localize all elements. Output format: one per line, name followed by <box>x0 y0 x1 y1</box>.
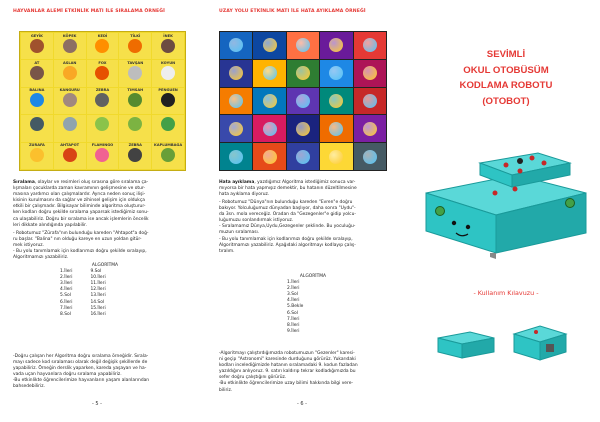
text-line: - Bu yolu tanımlamak için kodlarımızı doğru şekilde sıralayıp, <box>219 236 353 242</box>
text-span: masına yardımcı olan çalışmalardır. Ayrıca neden sonuç ilişi- <box>13 192 146 198</box>
text-line: sefer doğru çalıştığını görürüz. <box>219 375 287 381</box>
debugging-note-text <box>219 351 404 394</box>
animal-picture <box>63 66 77 80</box>
animal-cell <box>54 33 86 59</box>
algorithm-step: 1.İleri <box>60 269 73 275</box>
text-line: bakıyor. Yolculuğumuz dünyadan başlıyor, daha sonra "Uydu"- <box>219 206 356 212</box>
robot-part-left <box>436 326 496 362</box>
animal-picture <box>161 93 175 107</box>
page-6-heading: UZAY YOLU ETKİNLİK MATI İLE HATA AYIKLAMA ÖRNEĞİ <box>219 9 366 14</box>
algorithm-block-6 <box>283 274 343 335</box>
algorithm-step: 10.İleri <box>90 275 106 281</box>
text-line: - Bu yolu tanımlamak için kodlarımızı doğru şekilde sıralayıp, <box>13 249 147 255</box>
text-line: - Robotumuz "Zürafa"nın bulunduğu kareden "Ahtapot"a doğ- <box>13 231 149 236</box>
text-line: Algoritmamızı yazabiliriz. <box>13 255 69 261</box>
text-line: Algoritmamızı yazabiliriz. Aşağıdaki algoritmayı kodlayıp çalış- <box>219 242 356 248</box>
space-picture <box>363 38 377 52</box>
animal-picture <box>63 39 77 53</box>
algorithm-column-2 <box>90 269 105 318</box>
space-cell <box>220 88 252 115</box>
text-span: ca ulaşabiliriz. Doğru bir sıralama ise ancak işlemlerin öncelik <box>13 216 149 222</box>
animal-label: TİMSAH <box>127 88 144 93</box>
space-picture <box>296 94 310 108</box>
cover-title-line: SEVİMLİ <box>486 49 526 60</box>
animal-label: GEYİK <box>30 33 43 38</box>
space-picture <box>263 150 277 164</box>
animal-label: KANGURU <box>59 88 80 93</box>
animal-cell <box>54 115 86 141</box>
algorithm-step: 9.Sol <box>90 269 102 275</box>
animal-picture <box>63 117 77 131</box>
animal-picture <box>30 93 44 107</box>
text-span: , olaylar ve resimleri oluş sırasına göre sıralama ça- <box>34 180 149 185</box>
space-picture <box>229 66 243 80</box>
text-line: biliriz. <box>219 387 233 393</box>
space-picture <box>296 66 310 80</box>
algorithm-step: 16.İleri <box>90 311 106 317</box>
algorithm-step: 4.İleri <box>60 287 73 293</box>
algorithm-step: 8.Sol <box>60 311 71 317</box>
cover-title-line: KODLAMA ROBOTU <box>459 80 553 91</box>
animal-cell <box>21 60 53 86</box>
animal-cell <box>152 143 184 169</box>
animal-cell <box>119 115 151 141</box>
space-picture <box>329 38 343 52</box>
space-picture <box>329 94 343 108</box>
text-span: leri dikkate alındığında yapılabilir. <box>13 222 87 228</box>
animal-cell <box>54 143 86 169</box>
animal-picture <box>128 93 142 107</box>
animal-label: KOYUN <box>161 60 176 65</box>
text-line: mayı sadece kod sıralaması olarak değil değişik şekillerde de <box>13 360 148 366</box>
space-cell <box>354 60 386 87</box>
animal-cell <box>152 88 184 114</box>
animal-picture <box>63 148 77 162</box>
animal-label: ASLAN <box>62 60 77 65</box>
text-line: bahsedebiliriz. <box>13 384 45 390</box>
animal-picture <box>30 66 44 80</box>
space-picture <box>329 122 343 136</box>
algorithm-step: 5.Sol <box>60 293 71 299</box>
space-cell <box>220 143 252 170</box>
cover-subtitle: - Kullanım Kılavuzu - <box>473 289 539 297</box>
animal-label: ZEBRA <box>128 143 142 148</box>
space-picture <box>229 38 243 52</box>
animal-picture <box>95 66 109 80</box>
animal-label: TAVŞAN <box>127 60 144 65</box>
animal-cell <box>21 115 53 141</box>
space-cell <box>320 32 352 59</box>
space-picture <box>329 150 343 164</box>
algorithm-step: 7.İleri <box>287 316 300 322</box>
space-cell <box>253 32 285 59</box>
animal-picture <box>30 39 44 53</box>
algorithm-step: 7.İleri <box>60 305 73 311</box>
space-cell <box>354 88 386 115</box>
animal-picture <box>95 93 109 107</box>
algorithm-step: 8.İleri <box>287 322 300 328</box>
debugging-task-text <box>219 200 404 255</box>
algorithm-step: 9.İleri <box>287 328 300 334</box>
animal-cell <box>87 88 119 114</box>
space-cell <box>287 143 319 170</box>
algorithm-step: 2.İleri <box>287 286 300 292</box>
animal-picture <box>161 117 175 131</box>
space-cell <box>320 115 352 142</box>
space-picture <box>363 150 377 164</box>
animal-cell <box>54 60 86 86</box>
term-bold: Hata ayıklama <box>219 180 255 185</box>
animal-cell <box>119 33 151 59</box>
text-span: hata ayıklama diyoruz. <box>219 192 270 198</box>
text-line: kodları incelediğimizde hatanın sıralamadaki 9. kodun fazladan <box>219 363 358 369</box>
space-cell <box>287 115 319 142</box>
animal-label: KEDİ <box>97 33 108 38</box>
space-picture <box>296 150 310 164</box>
animal-cell <box>21 33 53 59</box>
algorithm-step: 5.Bekle <box>287 304 304 310</box>
space-cell <box>253 60 285 87</box>
text-line: muzun sıralaması. <box>219 230 260 236</box>
algorithm-step: 3.Sol <box>287 292 298 298</box>
text-span: etkili bir çalışmadır. Bilgisayar biliminde algoritma oluşturur- <box>13 204 146 210</box>
animal-picture <box>63 93 77 107</box>
cover-title <box>412 47 600 109</box>
text-span: lışmaları çocuklarda zaman kavramının gelişmesine ve otur- <box>13 186 146 192</box>
animal-label: KÖPEK <box>62 33 77 38</box>
animal-cell <box>87 60 119 86</box>
space-cell <box>354 143 386 170</box>
space-cell <box>287 88 319 115</box>
algorithm-column-1 <box>60 269 72 318</box>
animal-label: FLAMİNGO <box>91 143 114 148</box>
algorithm-step: 13.İleri <box>90 293 106 299</box>
animal-label: TİLKİ <box>130 33 141 38</box>
animal-label: BALİNA <box>29 88 45 93</box>
space-cell <box>320 143 352 170</box>
animal-label: KAPLUMBAĞA <box>154 143 183 148</box>
algorithm-step: 15.İleri <box>90 305 106 311</box>
page-number-5: - 5 - <box>92 401 102 407</box>
space-cell <box>220 115 252 142</box>
text-line: - Robotumuz "Dünya"nın bulunduğu kareden "Evren"e doğru <box>219 200 353 205</box>
animal-picture <box>30 148 44 162</box>
sequencing-task-text <box>13 231 193 261</box>
space-cell <box>220 32 252 59</box>
text-span: ken kodları doğru şekilde sıralama yaparsak istediğimiz sonu- <box>13 210 149 216</box>
animal-picture <box>161 148 175 162</box>
animal-label: FOX <box>98 60 107 65</box>
text-line <box>13 223 193 229</box>
text-line: yazıldığını anlıyoruz. 9. satırı kaldırıp tekrar kodladığımızda bu <box>219 369 356 375</box>
algorithm-title: ALGORİTMA <box>299 274 327 279</box>
algorithm-step: 14.Sol <box>90 299 105 305</box>
robot-image <box>420 135 598 260</box>
space-picture <box>363 94 377 108</box>
algorithm-step: 6.Sol <box>287 310 298 316</box>
algorithm-step: 3.İleri <box>60 281 73 287</box>
animal-cell <box>21 88 53 114</box>
animal-cell <box>119 143 151 169</box>
text-line: ni geçip "Astronomi" karesinde durduğunu görürüz. Yukarıdaki <box>219 357 356 363</box>
algorithm-step: 1.İleri <box>287 280 300 286</box>
space-cell <box>320 88 352 115</box>
animal-cell <box>152 33 184 59</box>
algorithm-step: 4.İleri <box>287 298 300 304</box>
animal-cell <box>87 33 119 59</box>
space-cell <box>253 115 285 142</box>
text-line: yapabiliriz. Örneğin derslik yaparken, kareda yaşayan ve ha- <box>13 366 147 372</box>
animal-picture <box>95 148 109 162</box>
space-cell <box>253 143 285 170</box>
animal-cell <box>152 60 184 86</box>
animal-picture <box>128 66 142 80</box>
space-cell <box>253 88 285 115</box>
animal-picture <box>128 117 142 131</box>
space-activity-mat <box>219 31 387 171</box>
animal-label: ZÜRAFA <box>28 143 45 148</box>
animal-cell <box>21 143 53 169</box>
space-cell <box>220 60 252 87</box>
animal-picture <box>30 117 44 131</box>
animal-label: PENGUEN <box>158 88 178 93</box>
text-span: kisinin kurulmasını da sağlar ve zihinsel gelişim için oldukça <box>13 198 145 204</box>
space-picture <box>296 38 310 52</box>
animal-picture <box>128 148 142 162</box>
animal-picture <box>128 39 142 53</box>
text-line: tıralım. <box>219 248 235 254</box>
algorithm-step: 12.İleri <box>90 287 106 293</box>
sequencing-intro-text <box>13 180 193 229</box>
space-picture <box>229 94 243 108</box>
text-line: - Sıralamamız Dünya,Uydu,Gezegenler şeklinde. Bu yoculuğu- <box>219 224 356 230</box>
text-line: -Bu etkinlikte öğrencilerimize uzay bilimi hakkında bilgi vere- <box>219 381 353 387</box>
animal-label: AHTAPOT <box>60 143 80 148</box>
algorithm-column-1 <box>283 280 343 335</box>
space-cell <box>354 115 386 142</box>
page-number-6: - 6 - <box>297 401 307 407</box>
space-cell <box>287 32 319 59</box>
space-cell <box>287 60 319 87</box>
space-picture <box>263 38 277 52</box>
algorithm-step: 11.İleri <box>90 281 106 287</box>
space-picture <box>229 122 243 136</box>
animal-cell <box>87 143 119 169</box>
space-cell <box>320 60 352 87</box>
animal-picture <box>161 39 175 53</box>
space-picture <box>296 122 310 136</box>
space-picture <box>263 66 277 80</box>
animal-picture <box>95 117 109 131</box>
text-line: -Bu etkinlikte öğrencilerimize hayvanların yaşam alanlarından <box>13 378 150 384</box>
animal-label: ZEBRA <box>95 88 110 93</box>
animal-cell <box>87 115 119 141</box>
algorithm-step: 2.İleri <box>60 275 73 281</box>
cover-title-line: (OTOBOT) <box>482 95 530 107</box>
space-picture <box>229 150 243 164</box>
space-picture <box>263 94 277 108</box>
space-picture <box>363 66 377 80</box>
page-5-heading: HAYVANLAR ALEMİ ETKİNLİK MATI İLE SIRALAMA ÖRNEĞİ <box>13 9 165 14</box>
algorithm-step: 6.İleri <box>60 299 73 305</box>
text-line: da 3sn. mola vereceğiz. Oradan da "Gezegenler"e gidip yolcu- <box>219 212 356 218</box>
text-line: -Algoritmayı çalıştırdığımızda robotumuzun "Gezenler" karesi- <box>219 351 355 356</box>
animal-label: İNEK <box>163 33 173 38</box>
sequencing-note-text <box>13 354 193 391</box>
space-picture <box>263 122 277 136</box>
robot-part-right <box>512 320 568 362</box>
text-line: -Doğru çalışan her Algoritma doğru sıralama örneğidir. Sırala- <box>13 354 149 359</box>
animal-cell <box>119 88 151 114</box>
animals-activity-mat <box>19 31 186 171</box>
algorithm-title: ALGORİTMA <box>91 263 119 268</box>
space-cell <box>354 32 386 59</box>
algorithm-block-5 <box>60 263 150 318</box>
animal-cell <box>152 115 184 141</box>
cover-title-line: OKUL OTOBÜSÜM <box>463 64 549 76</box>
space-picture <box>329 66 343 80</box>
text-line: vada uçan hayvanlara doğru sıralama yapabiliriz. <box>13 372 122 378</box>
debugging-intro-text <box>219 180 404 198</box>
text-line: luğumuzu sonlandırmak istiyoruz. <box>219 218 294 224</box>
text-line <box>219 192 404 198</box>
animal-label: AT <box>34 60 40 65</box>
text-line: ru başlar. "Balina" nın olduğu kareye en uzun yoldan gitür- <box>13 237 142 243</box>
animal-cell <box>119 60 151 86</box>
animal-cell <box>54 88 86 114</box>
text-line: mek istiyoruz. <box>13 243 44 249</box>
text-span: mıyorsa bir hata yapmışız demektir, bu hatanın düzeltilmesine <box>219 186 357 192</box>
text-span: , yazdığımız Algoritma istediğimiz sonuca var- <box>254 180 356 185</box>
animal-picture <box>161 66 175 80</box>
animal-picture <box>95 39 109 53</box>
term-bold: Sıralama <box>13 180 35 185</box>
space-picture <box>363 122 377 136</box>
